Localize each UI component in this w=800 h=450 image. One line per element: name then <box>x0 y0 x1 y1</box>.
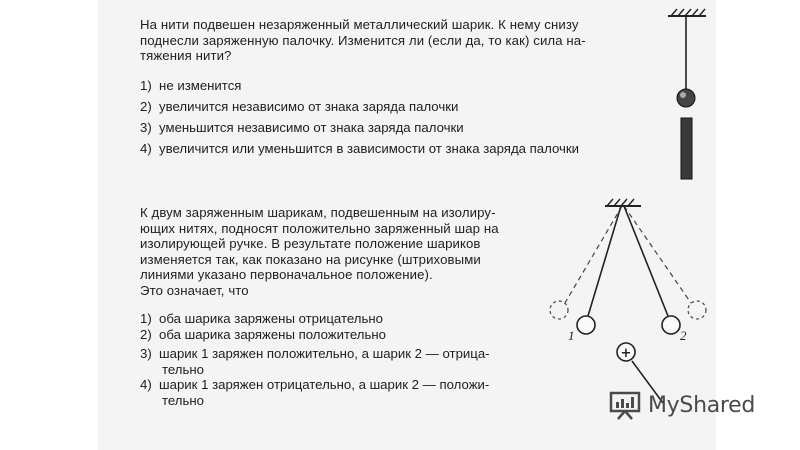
task2-option-4: 4) шарик 1 заряжен отрицательно, а шарик 2 — положи- тельно <box>140 377 490 408</box>
task2-option-2: 2) оба шарика заряжены положительно <box>140 327 386 342</box>
ball-1 <box>577 316 595 334</box>
task2-option-3: 3) шарик 1 заряжен положительно, а шарик 2 — отрица- тельно <box>140 346 490 377</box>
task2-option-1: 1) оба шарика заряжены отрицательно <box>140 311 383 326</box>
initial-ball-1 <box>550 301 568 319</box>
ball-2-label: 2 <box>680 328 687 343</box>
presentation-board-icon <box>608 390 642 420</box>
initial-ball-2 <box>688 301 706 319</box>
task1-option-3: 3) уменьшится независимо от знака заряда палочки <box>140 120 464 135</box>
positive-sign: + <box>620 346 632 361</box>
task1-option-1: 1) не изменится <box>140 78 242 93</box>
task1-question: На нити подвешен незаряженный металлический шарик. К нему снизу поднесли заряженную палочку. Изменится ли (если да, то как) сила на- тяжения нити? <box>140 17 586 63</box>
myshared-watermark <box>608 388 755 422</box>
task1-option-2: 2) увеличится независимо от знака заряда палочки <box>140 99 459 114</box>
ball-1-label: 1 <box>568 328 575 343</box>
task2-question: К двум заряженным шарикам, подвешенным на изолиру- ющих нитях, подносят положительно заряженный шар на изолирующей ручке. В результате положение шариков изменяется так, как показано на рисунке (штриховыми линиями указано первоначальное положение). Это означает, что <box>140 205 499 298</box>
ball-2 <box>662 316 680 334</box>
thread-1 <box>588 206 621 316</box>
initial-thread-1 <box>565 206 622 303</box>
ceiling-mount-2 <box>605 199 641 206</box>
task1-option-4: 4) увеличится или уменьшится в зависимости от знака заряда палочки <box>140 141 580 156</box>
watermark-brand: MyShared <box>648 392 756 418</box>
